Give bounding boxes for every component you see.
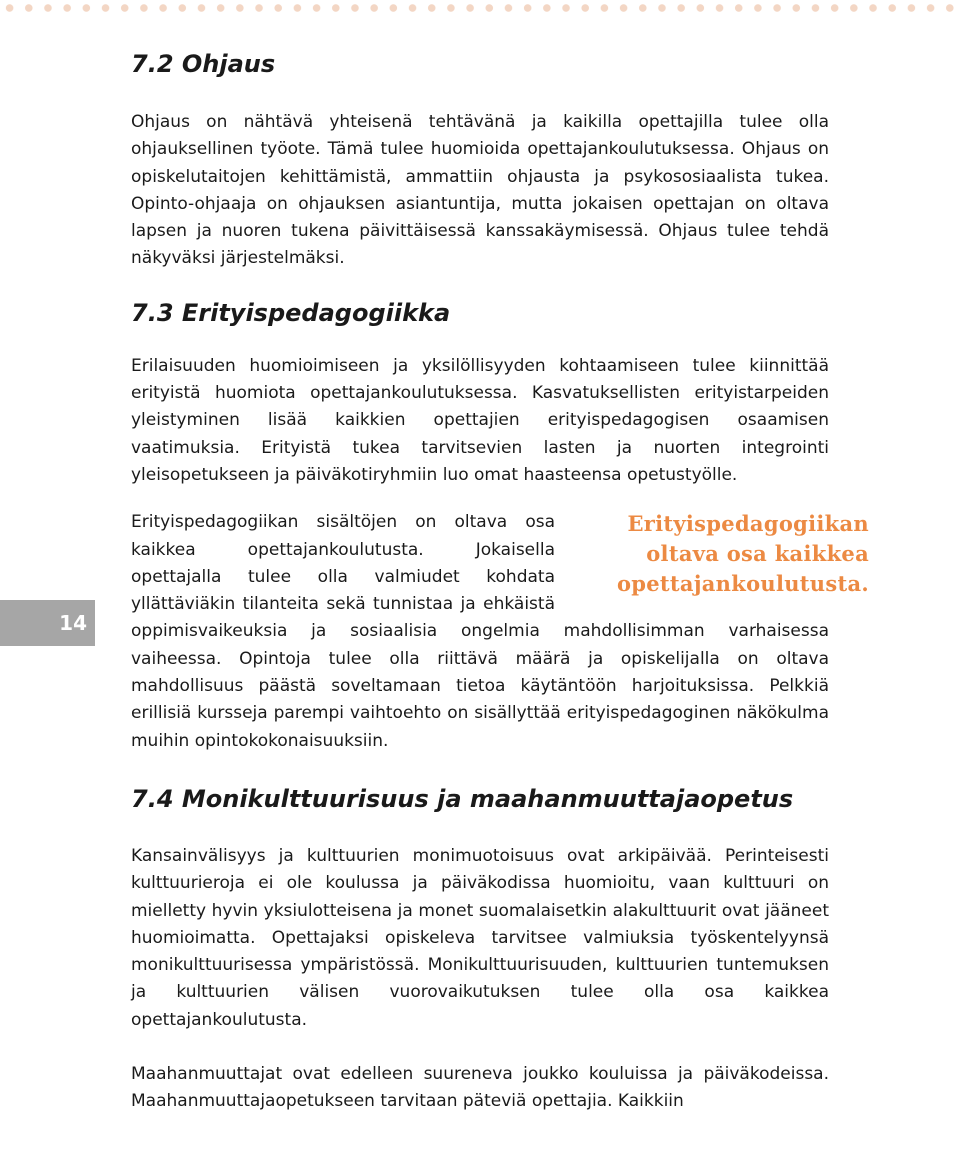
section-7-3-title: 7.3 Erityispedagogiikka — [131, 298, 451, 327]
section-7-2-paragraph: Ohjaus on nähtävä yhteisenä tehtävänä ja kaikilla opettajilla tulee olla ohjauksellinen työote. Tämä tulee huomioida opettajankoulutuksessa. Ohjaus on opiskelutaitojen kehittämistä, ammattiin ohjausta ja psykososiaalista tukea. Opinto-ohjaaja on ohjauksen asiantuntija, mutta jokaisen opettajan on oltava lapsen ja nuoren tukena päivittäisessä kanssakäymisessä. Ohjaus tulee tehdä näkyväksi järjestelmäksi. — [131, 112, 829, 269]
section-7-4-title: 7.4 Monikulttuurisuus ja maahanmuuttajaopetus — [131, 784, 794, 813]
decorative-dot-border — [0, 0, 960, 16]
page-content — [131, 44, 869, 1116]
section-7-4-paragraph-2: Maahanmuuttajat ovat edelleen suureneva joukko kouluissa ja päiväkodeissa. Maahanmuuttajaopetukseen tarvitaan päteviä opettajia. Kaikkiin — [131, 1064, 829, 1112]
section-7-3-paragraph-1: Erilaisuuden huomioimiseen ja yksilöllisyyden kohtaamiseen tulee kiinnittää erityistä huomiota opettajankoulutuksessa. Kasvatuksellisten erityistarpeiden yleistyminen lisää kaikkien opettajien erityispedagogisen osaamisen vaatimuksia. Erityistä tukea tarvitsevien lasten ja nuorten integrointi yleisopetukseen ja päiväkotiryhmiin luo omat haasteensa opetustyölle. — [131, 355, 829, 485]
section-7-3-paragraph-2: Erityispedagogiikan sisältöjen on oltava osa kaikkea opettajankoulutusta. Jokaisella opettajalla tulee olla valmiudet kohdata yllättäviäkin tilanteita sekä tunnistaa ja ehkäistä oppimisvaikeuksia ja sosiaalisia ongelmia mahdollisimman varhaisessa vaiheessa. Opintoja tulee olla riittävä määrä ja opiskelijalla on oltava mahdollisuus päästä soveltamaan tietoa käytäntöön harjoituksissa. Pelkkiä erillisiä kursseja parempi vaihtoehto on sisällyttää erityispedagoginen näkökulma muihin opintokokonaisuuksiin. — [131, 512, 829, 751]
page-number-tab — [0, 600, 95, 646]
section-7-2-title: 7.2 Ohjaus — [131, 50, 276, 78]
section-7-3-paragraph-2-wrap — [131, 509, 869, 755]
pull-quote: Erityispedagogiikan oltava osa kaikkea opettajankoulutusta. — [616, 511, 869, 597]
page-number: 14 — [59, 611, 87, 635]
section-7-4-paragraph-1: Kansainvälisyys ja kulttuurien monimuotoisuus ovat arkipäivää. Perinteisesti kulttuurieroja ei ole koulussa ja päiväkodissa huomioitu, vaan kulttuuri on mielletty hyvin yksiulotteisena ja monet suomalaisetkin alakulttuurit ovat jääneet huomioimatta. Opettajaksi opiskeleva tarvitsee valmiuksia työskentelyynsä monikulttuurisessa ympäristössä. Monikulttuurisuuden, kulttuurien tuntemuksen ja kulttuurien välisen vuorovaikutuksen tulee olla osa kaikkea opettajankoulutusta. — [131, 845, 829, 1030]
